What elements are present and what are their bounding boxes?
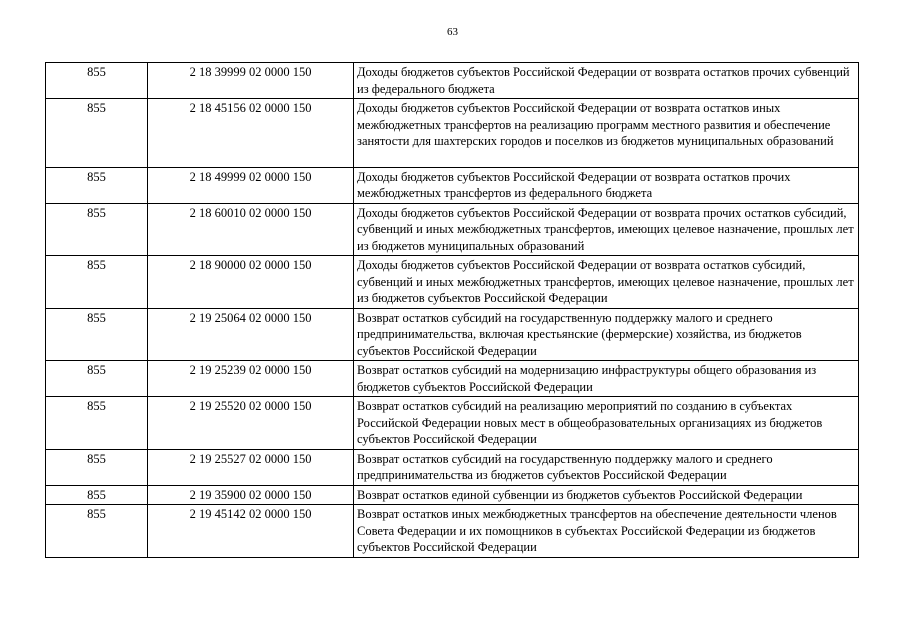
admin-code-cell: 855	[46, 308, 148, 361]
admin-code-cell: 855	[46, 397, 148, 450]
classification-code-cell: 2 19 25239 02 0000 150	[148, 361, 354, 397]
description-cell: Возврат остатков единой субвенции из бюджетов субъектов Российской Федерации	[354, 485, 859, 505]
admin-code-cell: 855	[46, 505, 148, 558]
description-cell: Возврат остатков субсидий на реализацию мероприятий по созданию в субъектах Российской Федерации новых мест в общеобразовательных организациях из бюджетов субъектов Российской Федерации	[354, 397, 859, 450]
classification-code-cell: 2 19 35900 02 0000 150	[148, 485, 354, 505]
description-cell: Возврат остатков иных межбюджетных трансфертов на обеспечение деятельности членов Совета Федерации и их помощников в субъектах Российской Федерации из бюджетов субъектов Российской Федерации	[354, 505, 859, 558]
table-row	[46, 397, 859, 450]
table-row	[46, 308, 859, 361]
table-row	[46, 203, 859, 256]
classification-code-cell: 2 18 49999 02 0000 150	[148, 167, 354, 203]
description-cell: Возврат остатков субсидий на государственную поддержку малого и среднего предпринимательства из бюджетов субъектов Российской Федерации	[354, 449, 859, 485]
description-cell: Возврат остатков субсидий на государственную поддержку малого и среднего предпринимательства, включая крестьянские (фермерские) хозяйства, из бюджетов субъектов Российской Федерации	[354, 308, 859, 361]
classification-code-cell: 2 18 60010 02 0000 150	[148, 203, 354, 256]
admin-code-cell: 855	[46, 99, 148, 168]
description-cell: Доходы бюджетов субъектов Российской Федерации от возврата остатков прочих межбюджетных трансфертов из федерального бюджета	[354, 167, 859, 203]
table-row	[46, 485, 859, 505]
admin-code-cell: 855	[46, 203, 148, 256]
admin-code-cell: 855	[46, 63, 148, 99]
table-row	[46, 99, 859, 168]
admin-code-cell: 855	[46, 256, 148, 309]
table-row	[46, 256, 859, 309]
description-cell: Доходы бюджетов субъектов Российской Федерации от возврата остатков иных межбюджетных трансфертов на реализацию программ местного развития и обеспечение занятости для шахтерских городов и поселков из бюджетов муниципальных образований	[354, 99, 859, 168]
description-cell: Доходы бюджетов субъектов Российской Федерации от возврата прочих остатков субсидий, субвенций и иных межбюджетных трансфертов, имеющих целевое назначение, прошлых лет из бюджетов муниципальных образований	[354, 203, 859, 256]
classification-code-cell: 2 19 25527 02 0000 150	[148, 449, 354, 485]
table-row	[46, 167, 859, 203]
classification-code-cell: 2 18 90000 02 0000 150	[148, 256, 354, 309]
table-row	[46, 361, 859, 397]
table-row	[46, 449, 859, 485]
classification-code-cell: 2 19 25520 02 0000 150	[148, 397, 354, 450]
description-cell: Доходы бюджетов субъектов Российской Федерации от возврата остатков прочих субвенций из федерального бюджета	[354, 63, 859, 99]
table-row	[46, 63, 859, 99]
admin-code-cell: 855	[46, 485, 148, 505]
description-cell: Доходы бюджетов субъектов Российской Федерации от возврата остатков субсидий, субвенций и иных межбюджетных трансфертов, имеющих целевое назначение, прошлых лет из бюджетов субъектов Российской Федерации	[354, 256, 859, 309]
table-body	[46, 63, 859, 558]
admin-code-cell: 855	[46, 361, 148, 397]
classification-code-cell: 2 18 39999 02 0000 150	[148, 63, 354, 99]
description-cell: Возврат остатков субсидий на модернизацию инфраструктуры общего образования из бюджетов субъектов Российской Федерации	[354, 361, 859, 397]
budget-classification-table	[45, 62, 859, 558]
classification-code-cell: 2 19 25064 02 0000 150	[148, 308, 354, 361]
table-row	[46, 505, 859, 558]
classification-code-cell: 2 18 45156 02 0000 150	[148, 99, 354, 168]
classification-code-cell: 2 19 45142 02 0000 150	[148, 505, 354, 558]
admin-code-cell: 855	[46, 167, 148, 203]
page-number: 63	[447, 26, 458, 38]
admin-code-cell: 855	[46, 449, 148, 485]
